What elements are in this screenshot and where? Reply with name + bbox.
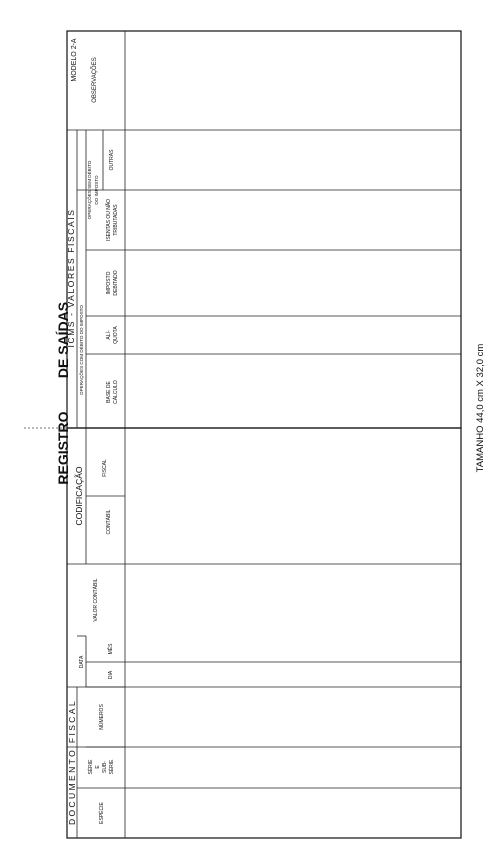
right-table xyxy=(67,31,461,428)
isentas-label xyxy=(105,199,119,241)
documento-fiscal-label: DOCUMENTO FISCAL xyxy=(67,698,77,826)
svg-text:SÉRIE: SÉRIE xyxy=(109,759,115,775)
especie-label: ESPÉCIE xyxy=(99,802,105,824)
observacoes-label: OBSERVAÇÕES xyxy=(92,57,98,103)
svg-text:CÁLCULO: CÁLCULO xyxy=(113,380,119,404)
svg-text:E: E xyxy=(95,765,101,769)
svg-text:ALÍ-: ALÍ- xyxy=(106,330,112,340)
svg-text:QUOTA: QUOTA xyxy=(113,326,119,344)
icms-header-label: ICMS - VALORES FISCAIS xyxy=(66,208,76,348)
codificacao-label: CODIFICAÇÃO xyxy=(74,466,84,526)
imposto-debitado-label xyxy=(106,270,119,295)
svg-text:DO IMPOSTO: DO IMPOSTO xyxy=(94,175,99,205)
svg-text:SÉRIE: SÉRIE xyxy=(88,759,94,775)
svg-text:BASE DE: BASE DE xyxy=(106,381,112,403)
valor-contabil-label: VALOR CONTÁBIL xyxy=(93,578,99,622)
outras-label: OUTRAS xyxy=(109,149,115,171)
dia-label: DIA xyxy=(108,670,114,680)
mes-label: MÊS xyxy=(108,643,114,655)
form-title-right: DE SAÍDAS xyxy=(55,301,71,379)
numeros-label: NÚMEROS xyxy=(99,704,105,730)
svg-text:TRIBUTADAS: TRIBUTADAS xyxy=(113,204,119,236)
svg-text:SUB-: SUB- xyxy=(102,761,108,773)
right-table-frame xyxy=(67,31,461,428)
serie-label xyxy=(87,759,115,775)
aliquota-label xyxy=(105,326,119,344)
svg-text:IMPOSTO: IMPOSTO xyxy=(106,271,112,295)
form-title-left: REGISTRO xyxy=(55,411,71,485)
com-debito-label: OPERAÇÕES COM DÉBITO DO IMPOSTO xyxy=(79,305,84,395)
svg-text:OPERAÇÕES SEM DÉBITO: OPERAÇÕES SEM DÉBITO xyxy=(87,160,92,220)
svg-text:ISENTAS OU NÃO: ISENTAS OU NÃO xyxy=(106,198,112,242)
left-table-frame xyxy=(67,428,461,838)
size-note: TAMANHO 44,0 cm X 32,0 cm xyxy=(475,343,486,473)
data-label: DATA xyxy=(79,655,85,669)
model-label: MODELO 2-A xyxy=(71,38,78,82)
left-table xyxy=(67,428,461,838)
base-calculo-label xyxy=(106,380,119,404)
contabil-label: CONTÁBIL xyxy=(106,509,112,535)
svg-text:DEBITADO: DEBITADO xyxy=(113,270,119,296)
fiscal-label: FISCAL xyxy=(102,459,108,477)
